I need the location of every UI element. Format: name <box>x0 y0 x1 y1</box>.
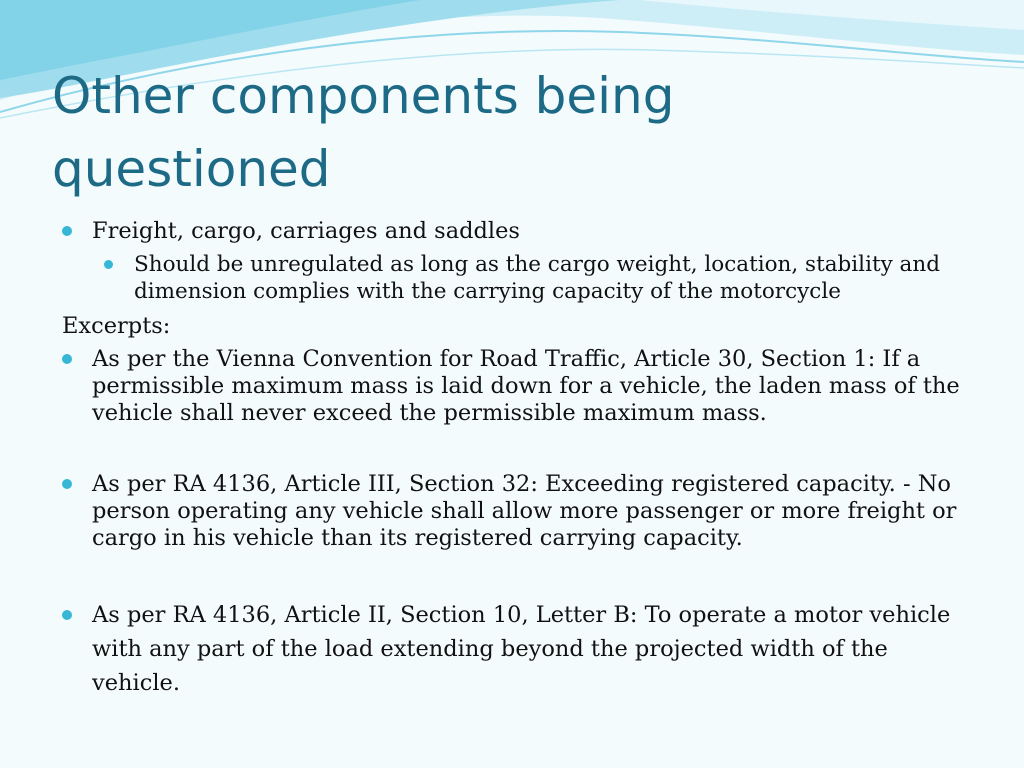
bullet-dot-icon <box>62 226 72 236</box>
bullet-item-freight <box>62 218 982 245</box>
title-line-1: Other components being <box>52 67 675 125</box>
bullet-dot-icon <box>62 479 72 489</box>
title-line-2: questioned <box>52 140 331 198</box>
bullet-text: As per RA 4136, Article III, Section 32: Exceeding registered capacity. - No person operating any vehicle shall allow more passenger or more freight or cargo in his vehicle than its registered carrying capacity. <box>92 471 957 551</box>
bullet-dot-icon <box>62 354 72 364</box>
bullet-text: As per RA 4136, Article II, Section 10, Letter B: To operate a motor vehicle with any part of the load extending beyond the projected width of the vehicle. <box>92 602 951 696</box>
slide-title <box>52 60 952 206</box>
sub-bullet-item-unregulated <box>104 251 982 305</box>
bullet-item-ra4136-sec32 <box>62 471 982 552</box>
bullet-text: As per the Vienna Convention for Road Traffic, Article 30, Section 1: If a permissible maximum mass is laid down for a vehicle, the laden mass of the vehicle shall never exceed the permissible maximum mass. <box>92 346 960 426</box>
slide-body <box>62 218 982 700</box>
bullet-item-vienna <box>62 346 982 427</box>
bullet-text: Freight, cargo, carriages and saddles <box>92 218 520 244</box>
bullet-item-ra4136-sec10 <box>62 598 982 700</box>
sub-bullet-text: Should be unregulated as long as the cargo weight, location, stability and dimension complies with the carrying capacity of the motorcycle <box>134 252 940 304</box>
excerpts-label: Excerpts: <box>62 313 171 339</box>
bullet-dot-icon <box>104 260 113 269</box>
bullet-dot-icon <box>62 610 72 620</box>
